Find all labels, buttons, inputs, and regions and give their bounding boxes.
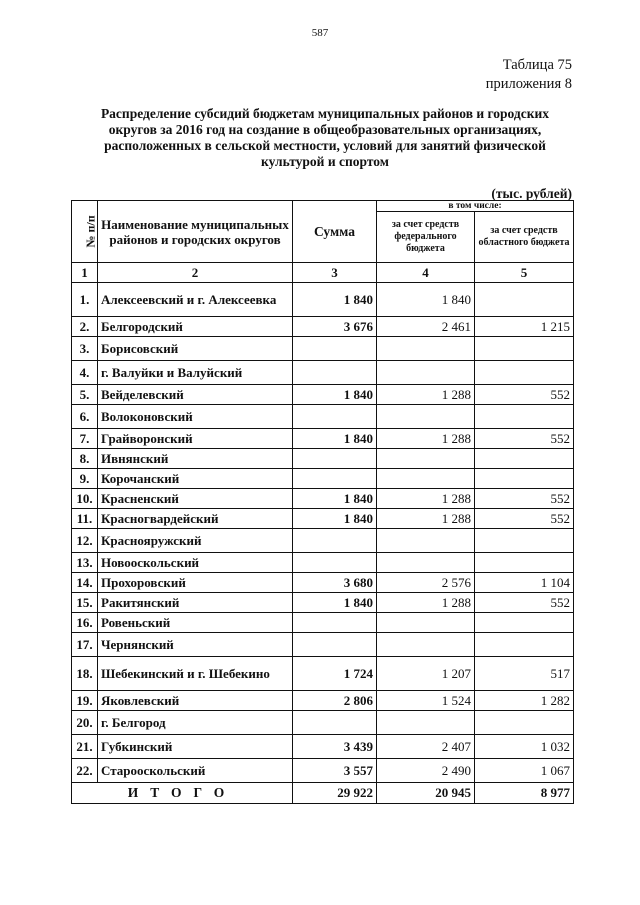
row-regional (475, 449, 574, 469)
row-number: 3. (72, 337, 98, 361)
table-row (72, 691, 574, 711)
row-sum (293, 469, 377, 489)
row-federal (377, 405, 475, 429)
row-federal: 1 524 (377, 691, 475, 711)
row-name: Ивнянский (98, 449, 293, 469)
table-row (72, 633, 574, 657)
row-federal (377, 469, 475, 489)
row-regional (475, 469, 574, 489)
row-number: 22. (72, 759, 98, 783)
column-number: 3 (293, 263, 377, 283)
row-regional (475, 405, 574, 429)
table-reference (486, 56, 572, 94)
row-sum (293, 553, 377, 573)
table-row (72, 759, 574, 783)
header-federal: за счет средств федерального бюджета (377, 212, 475, 263)
row-number: 2. (72, 317, 98, 337)
page-number: 587 (311, 27, 329, 39)
table-row (72, 735, 574, 759)
row-sum (293, 529, 377, 553)
row-number: 15. (72, 593, 98, 613)
row-regional: 552 (475, 385, 574, 405)
row-sum: 2 806 (293, 691, 377, 711)
row-regional: 552 (475, 593, 574, 613)
total-label: ИТОГО (72, 783, 293, 804)
table-row (72, 489, 574, 509)
subsidy-table (71, 200, 574, 804)
row-name: Волоконовский (98, 405, 293, 429)
row-number: 7. (72, 429, 98, 449)
table-ref-line1: Таблица 75 (502, 57, 572, 73)
table-row (72, 553, 574, 573)
row-name: Прохоровский (98, 573, 293, 593)
row-name: Ровеньский (98, 613, 293, 633)
header-including: в том числе: (377, 201, 574, 212)
row-number: 10. (72, 489, 98, 509)
row-number: 5. (72, 385, 98, 405)
row-sum: 3 557 (293, 759, 377, 783)
row-number: 19. (72, 691, 98, 711)
row-name: Грайворонский (98, 429, 293, 449)
total-regional: 8 977 (475, 783, 574, 804)
row-federal: 2 461 (377, 317, 475, 337)
row-regional (475, 337, 574, 361)
row-name: Белгородский (98, 317, 293, 337)
row-federal: 1 288 (377, 429, 475, 449)
total-sum: 29 922 (293, 783, 377, 804)
column-number: 5 (475, 263, 574, 283)
row-name: Губкинский (98, 735, 293, 759)
row-regional: 552 (475, 489, 574, 509)
row-regional: 552 (475, 429, 574, 449)
row-sum: 1 840 (293, 489, 377, 509)
table-row (72, 509, 574, 529)
row-number: 16. (72, 613, 98, 633)
row-regional (475, 553, 574, 573)
row-sum: 1 840 (293, 509, 377, 529)
header-regional: за счет средств областного бюджета (475, 212, 574, 263)
row-federal (377, 361, 475, 385)
table-row (72, 317, 574, 337)
row-federal: 2 576 (377, 573, 475, 593)
row-regional (475, 613, 574, 633)
row-name: Шебекинский и г. Шебекино (98, 657, 293, 691)
row-number: 18. (72, 657, 98, 691)
row-federal: 1 288 (377, 593, 475, 613)
row-federal (377, 337, 475, 361)
header-name: Наименование муниципальных районов и городских округов (98, 201, 293, 263)
row-federal (377, 529, 475, 553)
row-number: 4. (72, 361, 98, 385)
row-name: Вейделевский (98, 385, 293, 405)
table-row (72, 711, 574, 735)
table-row (72, 613, 574, 633)
header-sum: Сумма (293, 201, 377, 263)
column-number: 4 (377, 263, 475, 283)
column-number: 1 (72, 263, 98, 283)
row-name: г. Валуйки и Валуйский (98, 361, 293, 385)
row-federal (377, 711, 475, 735)
table-row (72, 593, 574, 613)
row-regional: 1 032 (475, 735, 574, 759)
table-row (72, 385, 574, 405)
table-row (72, 283, 574, 317)
total-row (72, 783, 574, 804)
column-number: 2 (98, 263, 293, 283)
row-regional (475, 529, 574, 553)
table-row (72, 361, 574, 385)
row-federal (377, 633, 475, 657)
row-regional: 1 282 (475, 691, 574, 711)
row-sum (293, 613, 377, 633)
row-sum: 1 724 (293, 657, 377, 691)
row-sum: 1 840 (293, 429, 377, 449)
table-row (72, 405, 574, 429)
row-name: Чернянский (98, 633, 293, 657)
row-name: Борисовский (98, 337, 293, 361)
row-sum: 3 676 (293, 317, 377, 337)
row-federal: 1 288 (377, 385, 475, 405)
row-name: Алексеевский и г. Алексеевка (98, 283, 293, 317)
row-regional (475, 711, 574, 735)
row-federal: 1 840 (377, 283, 475, 317)
row-name: Краснояружский (98, 529, 293, 553)
row-number: 13. (72, 553, 98, 573)
row-number: 12. (72, 529, 98, 553)
row-name: Новооскольский (98, 553, 293, 573)
table-row (72, 429, 574, 449)
row-regional (475, 283, 574, 317)
document-heading: Распределение субсидий бюджетам муниципальных районов и городских округов за 2016 год на создание в общеобразовательных организациях, расположенных в сельской местности, условий для занятий физической культурой и спортом (100, 106, 550, 169)
row-federal (377, 553, 475, 573)
table-row (72, 337, 574, 361)
row-sum (293, 337, 377, 361)
total-federal: 20 945 (377, 783, 475, 804)
row-regional: 552 (475, 509, 574, 529)
row-sum: 1 840 (293, 283, 377, 317)
row-number: 9. (72, 469, 98, 489)
row-name: Красненский (98, 489, 293, 509)
row-number: 6. (72, 405, 98, 429)
row-number: 11. (72, 509, 98, 529)
row-federal: 2 490 (377, 759, 475, 783)
row-regional (475, 633, 574, 657)
row-sum: 1 840 (293, 593, 377, 613)
row-number: 1. (72, 283, 98, 317)
row-sum: 1 840 (293, 385, 377, 405)
row-federal: 1 288 (377, 509, 475, 529)
header-num: № п/п (72, 201, 98, 263)
row-name: Ракитянский (98, 593, 293, 613)
row-number: 20. (72, 711, 98, 735)
table-row (72, 469, 574, 489)
table-body (72, 283, 574, 783)
row-regional: 517 (475, 657, 574, 691)
row-regional: 1 067 (475, 759, 574, 783)
row-sum (293, 711, 377, 735)
row-federal (377, 613, 475, 633)
row-sum: 3 439 (293, 735, 377, 759)
row-regional (475, 361, 574, 385)
units-label: (тыс. рублей) (491, 186, 572, 201)
column-numbers-row (72, 263, 574, 283)
row-federal: 2 407 (377, 735, 475, 759)
row-federal: 1 207 (377, 657, 475, 691)
row-federal: 1 288 (377, 489, 475, 509)
row-sum (293, 361, 377, 385)
row-name: г. Белгород (98, 711, 293, 735)
table-row (72, 657, 574, 691)
row-number: 8. (72, 449, 98, 469)
row-name: Красногвардейский (98, 509, 293, 529)
row-number: 21. (72, 735, 98, 759)
table-row (72, 573, 574, 593)
row-name: Старооскольский (98, 759, 293, 783)
table-ref-line2: приложения 8 (485, 76, 572, 92)
row-sum (293, 633, 377, 657)
row-number: 14. (72, 573, 98, 593)
row-number: 17. (72, 633, 98, 657)
row-name: Корочанский (98, 469, 293, 489)
row-regional: 1 215 (475, 317, 574, 337)
row-federal (377, 449, 475, 469)
row-name: Яковлевский (98, 691, 293, 711)
row-sum: 3 680 (293, 573, 377, 593)
row-regional: 1 104 (475, 573, 574, 593)
row-sum (293, 405, 377, 429)
table-row (72, 529, 574, 553)
row-sum (293, 449, 377, 469)
table-row (72, 449, 574, 469)
